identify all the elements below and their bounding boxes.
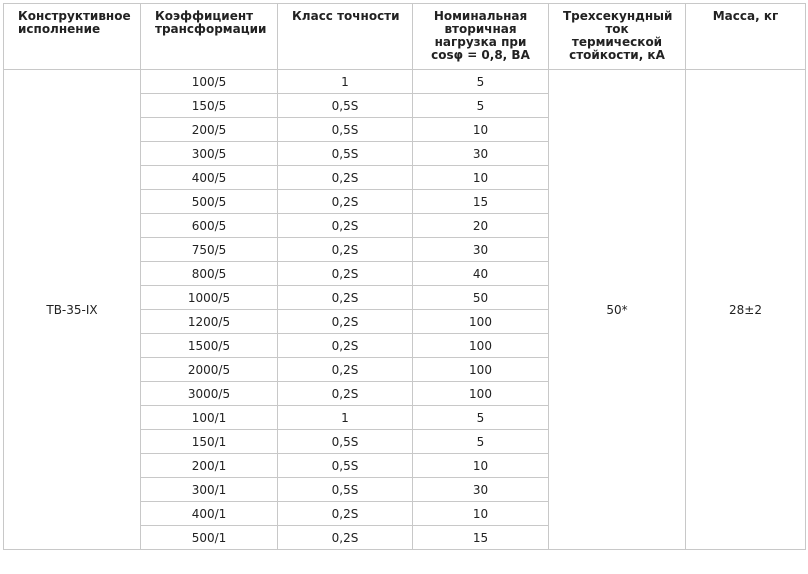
table-body xyxy=(4,70,806,550)
load-cell: 30 xyxy=(413,238,549,262)
ratio-cell: 100/5 xyxy=(141,70,278,94)
ratio-cell: 400/5 xyxy=(141,166,278,190)
ratio-cell: 500/5 xyxy=(141,190,278,214)
load-cell: 5 xyxy=(413,94,549,118)
ratio-cell: 750/5 xyxy=(141,238,278,262)
ratio-cell: 100/1 xyxy=(141,406,278,430)
load-cell: 100 xyxy=(413,358,549,382)
header-load: Номинальная вторичная нагрузка при cosφ = 0,8, ВА xyxy=(413,4,549,70)
accuracy-cell: 0,5S xyxy=(278,430,413,454)
accuracy-cell: 0,2S xyxy=(278,334,413,358)
accuracy-cell: 0,5S xyxy=(278,478,413,502)
load-cell: 40 xyxy=(413,262,549,286)
ratio-cell: 400/1 xyxy=(141,502,278,526)
header-ratio: Коэффициент трансформации xyxy=(141,4,278,70)
accuracy-cell: 0,5S xyxy=(278,454,413,478)
accuracy-cell: 0,2S xyxy=(278,238,413,262)
accuracy-cell: 0,5S xyxy=(278,94,413,118)
ratio-cell: 600/5 xyxy=(141,214,278,238)
accuracy-cell: 0,2S xyxy=(278,382,413,406)
load-cell: 10 xyxy=(413,502,549,526)
table-row xyxy=(4,70,806,94)
accuracy-cell: 0,2S xyxy=(278,262,413,286)
accuracy-cell: 0,2S xyxy=(278,358,413,382)
load-cell: 20 xyxy=(413,214,549,238)
load-cell: 5 xyxy=(413,70,549,94)
ratio-cell: 1500/5 xyxy=(141,334,278,358)
ratio-cell: 300/5 xyxy=(141,142,278,166)
accuracy-cell: 0,2S xyxy=(278,286,413,310)
accuracy-cell: 0,2S xyxy=(278,502,413,526)
load-cell: 5 xyxy=(413,430,549,454)
accuracy-cell: 0,2S xyxy=(278,190,413,214)
specifications-table xyxy=(3,3,806,550)
ratio-cell: 500/1 xyxy=(141,526,278,550)
load-cell: 100 xyxy=(413,310,549,334)
ratio-cell: 3000/5 xyxy=(141,382,278,406)
ratio-cell: 1200/5 xyxy=(141,310,278,334)
ratio-cell: 2000/5 xyxy=(141,358,278,382)
ratio-cell: 800/5 xyxy=(141,262,278,286)
current-cell: 50* xyxy=(549,70,686,550)
ratio-cell: 200/5 xyxy=(141,118,278,142)
header-design: Конструктивное исполнение xyxy=(4,4,141,70)
accuracy-cell: 0,5S xyxy=(278,142,413,166)
load-cell: 5 xyxy=(413,406,549,430)
accuracy-cell: 0,2S xyxy=(278,166,413,190)
load-cell: 10 xyxy=(413,166,549,190)
header-mass: Масса, кг xyxy=(686,4,806,70)
design-cell: ТВ-35-IX xyxy=(4,70,141,550)
ratio-cell: 1000/5 xyxy=(141,286,278,310)
load-cell: 30 xyxy=(413,478,549,502)
load-cell: 10 xyxy=(413,454,549,478)
load-cell: 10 xyxy=(413,118,549,142)
load-cell: 30 xyxy=(413,142,549,166)
accuracy-cell: 1 xyxy=(278,406,413,430)
accuracy-cell: 0,2S xyxy=(278,526,413,550)
load-cell: 15 xyxy=(413,526,549,550)
accuracy-cell: 0,5S xyxy=(278,118,413,142)
mass-cell: 28±2 xyxy=(686,70,806,550)
ratio-cell: 300/1 xyxy=(141,478,278,502)
header-row xyxy=(4,4,806,70)
load-cell: 100 xyxy=(413,334,549,358)
accuracy-cell: 0,2S xyxy=(278,310,413,334)
header-current: Трехсекундный ток термической стойкости, кА xyxy=(549,4,686,70)
accuracy-cell: 0,2S xyxy=(278,214,413,238)
load-cell: 15 xyxy=(413,190,549,214)
load-cell: 50 xyxy=(413,286,549,310)
header-accuracy: Класс точности xyxy=(278,4,413,70)
load-cell: 100 xyxy=(413,382,549,406)
accuracy-cell: 1 xyxy=(278,70,413,94)
ratio-cell: 150/5 xyxy=(141,94,278,118)
ratio-cell: 150/1 xyxy=(141,430,278,454)
ratio-cell: 200/1 xyxy=(141,454,278,478)
